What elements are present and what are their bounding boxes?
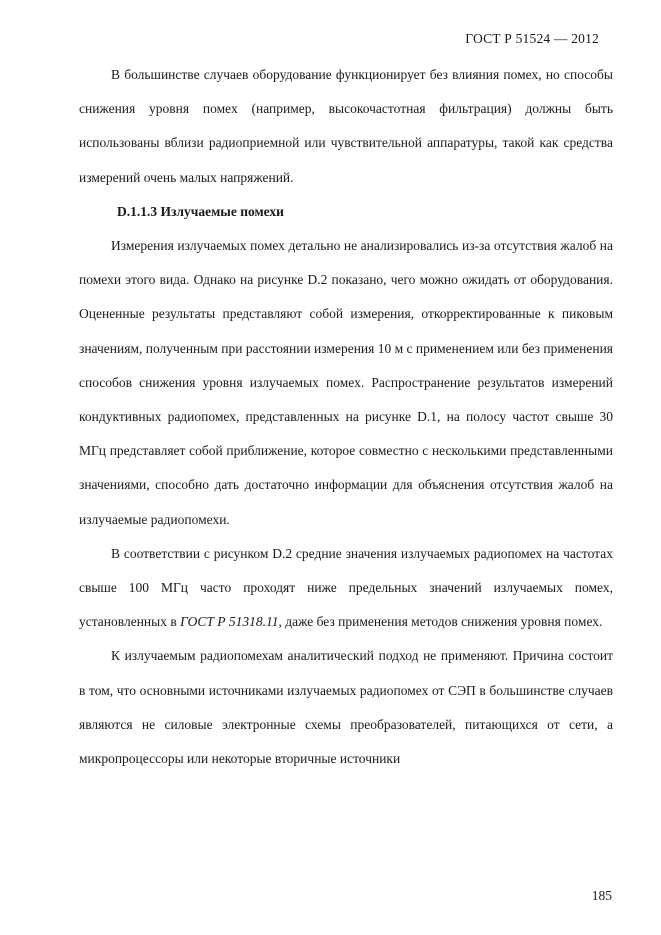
paragraph-interference-methods: В большинстве случаев оборудование функционирует без влияния помех, но способы снижения уровня помех (например, высокочастотная фильтрация) должны быть использованы вблизи радиоприемной или чувствительной аппаратуры, такой как средства измерений очень малых напряжений. — [79, 67, 613, 185]
paragraph-figure-d2-text-end: , даже без применения методов снижения уровня помех. — [278, 614, 603, 630]
paragraph-analytical-approach: К излучаемым радиопомехам аналитический подход не применяют. Причина состоит в том, что основными источниками излучаемых радиопомех от СЭП в большинстве случаев являются не силовые электронные схемы преобразователей, питающихся от сети, а микропроцессоры или некоторые вторичные источники — [79, 648, 613, 767]
document-header: ГОСТ Р 51524 — 2012 — [465, 31, 599, 46]
page-number: 185 — [591, 888, 612, 903]
paragraph-figure-d2-text-start: В соответствии с рисунком D.2 средние значения излучаемых радиопомех на частотах свыше 100 МГц часто проходят ниже предельных значений излучаемых помех, установленных в — [79, 545, 613, 630]
standard-reference: ГОСТ Р 51318.11 — [180, 614, 279, 630]
paragraph-radiated-measurements: Измерения излучаемых помех детально не анализировались из-за отсутствия жалоб на помехи этого вида. Однако на рисунке D.2 показано, чего можно ожидать от оборудования. Оцененные результаты представляют собой измерения, откорректированные к пиковым значениям, полученным при расстоянии измерения 10 м с применением или без применения способов снижения уровня излучаемых помех. Распространение результатов измерений кондуктивных радиопомех, представленных на рисунке D.1, на полосу частот свыше 30 МГц представляет собой приближение, которое совместно с несколькими представленными значениями, способно дать достаточно информации для объяснения отсутствия жалоб на излучаемые радиопомехи. — [79, 238, 613, 527]
document-body — [79, 58, 613, 776]
paragraph-figure-d2 — [79, 537, 613, 640]
section-heading-radiated-interference: D.1.1.3 Излучаемые помехи — [117, 203, 284, 219]
